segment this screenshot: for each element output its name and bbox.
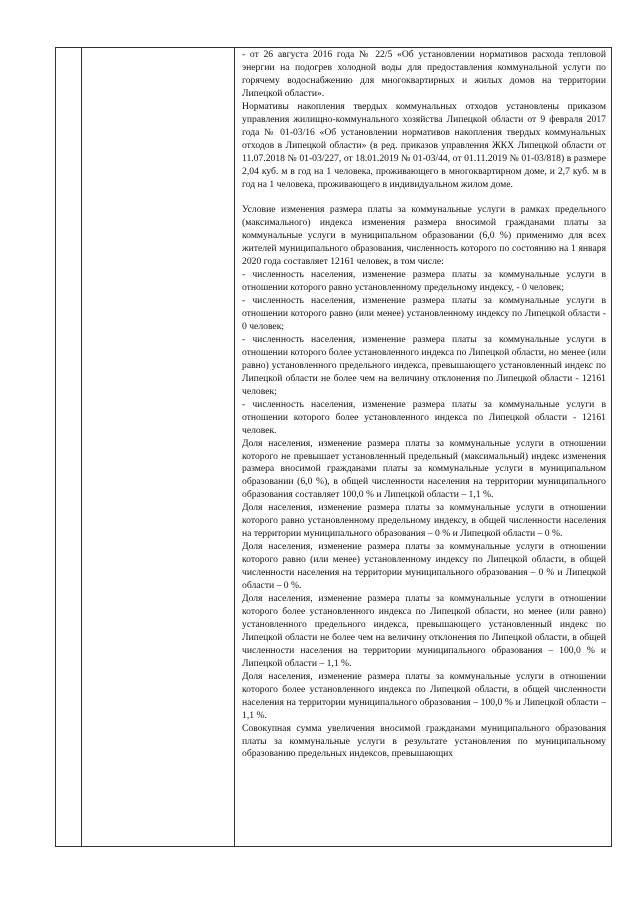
paragraph: Нормативы накопления твердых коммунальных отходов установлены приказом управления жилищно-коммунального хозяйства Липецкой области от 9 февраля 2017 года № 01-03/16 «Об установлении нормативов накопления твердых коммунальных отходов в Липецкой области» (в ред. приказов управления ЖКХ Липецкой области от 11.07.2018 № 01-03/227, от 18.01.2019 № 01-03/44, от 01.11.2019 № 01-03/818) в размере 2,04 куб. м в год на 1 человека, проживающего в многоквартирном доме, и 2,7 куб. м в год на 1 человека, проживающего в индивидуальном жилом доме.	[242, 100, 606, 190]
paragraph: - численность населения, изменение размера платы за коммунальные услуги в отношении которого равно установленному предельному индексу, - 0 человек;	[242, 269, 606, 294]
paragraph: - от 26 августа 2016 года № 22/5 «Об установлении нормативов расхода тепловой энергии на подогрев холодной воды для предоставления коммунальной услуги по горячему водоснабжению для многоквартирных и жилых домов на территории Липецкой области».	[242, 49, 606, 99]
document-table	[55, 47, 612, 847]
paragraph: Доля населения, изменение размера платы за коммунальные услуги в отношении которого более установленного индекса по Липецкой области, в общей численности населения на территории муниципального образования – 100,0 % и Липецкой области – 1,1 %.	[242, 670, 606, 721]
paragraph: - численность населения, изменение размера платы за коммунальные услуги в отношении которого более установленного индекса по Липецкой области, но менее (или равно) установленного предельного индекса, превышающего установленный индекс по Липецкой области не более чем на величину отклонения по Липецкой области - 12161 человек;	[242, 333, 606, 397]
paragraph: Условие изменения размера платы за коммунальные услуги в рамках предельного (максимального) индекса изменения размера вносимой гражданами платы за коммунальные услуги в муниципальном образовании (6,0 %) применимо для всех жителей муниципального образования, численность которого по состоянию на 1 января 2020 года составляет 12161 человек, в том числе:	[242, 204, 606, 268]
cell-text	[242, 49, 606, 761]
paragraph: - численность населения, изменение размера платы за коммунальные услуги в отношении которого более установленного индекса по Липецкой области - 12161 человек.	[242, 398, 606, 436]
table-row	[56, 48, 612, 847]
paragraph: Доля населения, изменение размера платы за коммунальные услуги в отношении которого не превышает установленный предельный (максимальный) индекс изменения размера вносимой гражданами платы за коммунальные услуги в муниципальном образовании (6,0 %), в общей численности населения на территории муниципального образования составляет 100,0 % и Липецкой области – 1,1 %.	[242, 437, 606, 501]
paragraph: Доля населения, изменение размера платы за коммунальные услуги в отношении которого равно (или менее) установленному индексу по Липецкой области, в общей численности населения на территории муниципального образования – 0 % и Липецкой области – 0 %.	[242, 541, 606, 592]
title-column-cell	[82, 48, 235, 847]
paragraph: Доля населения, изменение размера платы за коммунальные услуги в отношении которого более установленного индекса по Липецкой области, но менее (или равно) установленного предельного индекса, превышающего установленный индекс по Липецкой области не более чем на величину отклонения по Липецкой области, в общей численности населения на территории муниципального образования – 100,0 % и Липецкой области – 1,1 %.	[242, 593, 606, 669]
text-column-cell	[235, 48, 612, 847]
paragraph: Доля населения, изменение размера платы за коммунальные услуги в отношении которого равно установленному предельному индексу, в общей численности населения на территории муниципального образования – 0 % и Липецкой области – 0 %.	[242, 502, 606, 540]
paragraph: - численность населения, изменение размера платы за коммунальные услуги в отношении которого равно (или менее) установленному индексу по Липецкой области - 0 человек;	[242, 295, 606, 332]
number-column-cell	[56, 48, 82, 847]
paragraph: Совокупная сумма увеличения вносимой гражданами муниципального образования платы за коммунальные услуги в результате установления по муниципальному образованию предельных индексов, превышающих	[242, 722, 606, 760]
